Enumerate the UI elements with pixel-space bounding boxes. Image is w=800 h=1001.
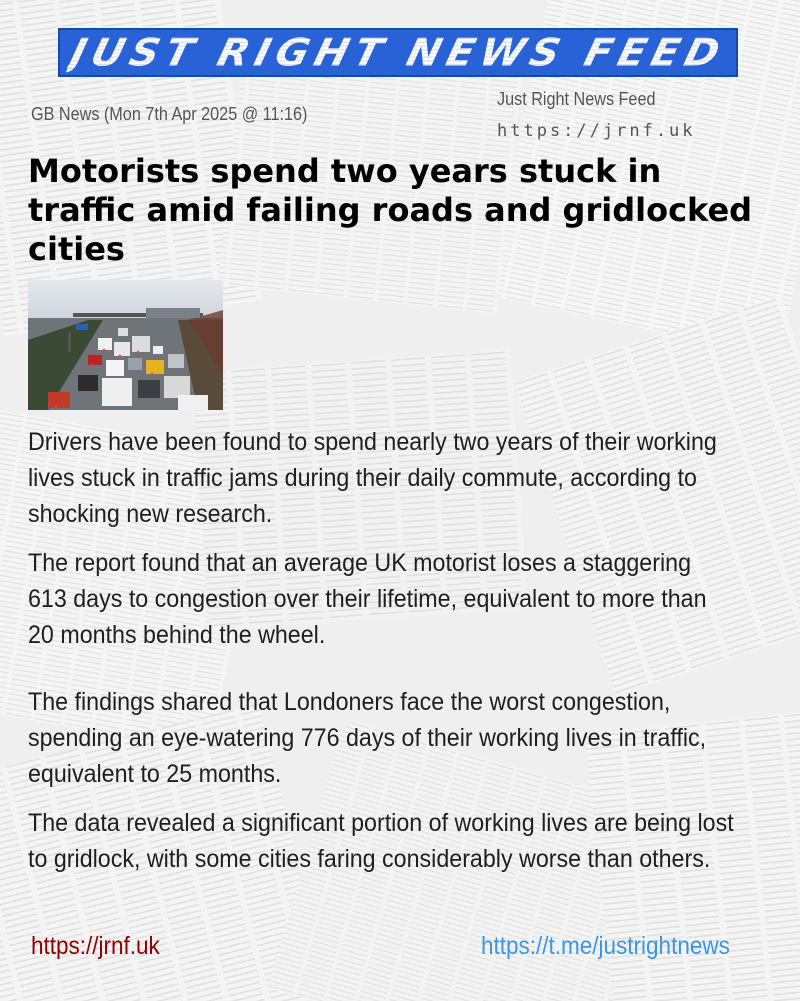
traffic-photo-illustration <box>28 280 223 410</box>
article-headline: Motorists spend two years stuck in traffic amid failing roads and gridlocked cities <box>28 152 753 268</box>
source-dateline: GB News (Mon 7th Apr 2025 @ 11:16) <box>31 104 308 124</box>
banner-title: JUST RIGHT NEWS FEED <box>65 30 731 75</box>
telegram-link[interactable]: https://t.me/justrightnews <box>481 932 730 960</box>
article-paragraph: The report found that an average UK motorist loses a staggering 613 days to congestion over their lifetime, equivalent to more than 20 months behind the wheel. <box>28 549 707 649</box>
article-paragraph: The data revealed a significant portion of working lives are being lost to gridlock, with some cities faring considerably worse than others. <box>28 809 734 873</box>
site-url[interactable]: https://jrnf.uk <box>497 121 696 141</box>
website-link[interactable]: https://jrnf.uk <box>31 932 160 960</box>
article-paragraph: The findings shared that Londoners face the worst congestion, spending an eye-watering 776 days of their working lives in traffic, equivalent to 25 months. <box>28 688 707 788</box>
article-photo <box>28 280 223 410</box>
article-paragraph: Drivers have been found to spend nearly two years of their working lives stuck in traffic jams during their daily commute, according to shocking new research. <box>28 428 717 528</box>
site-name: Just Right News Feed <box>497 89 656 109</box>
site-banner[interactable] <box>58 28 738 77</box>
